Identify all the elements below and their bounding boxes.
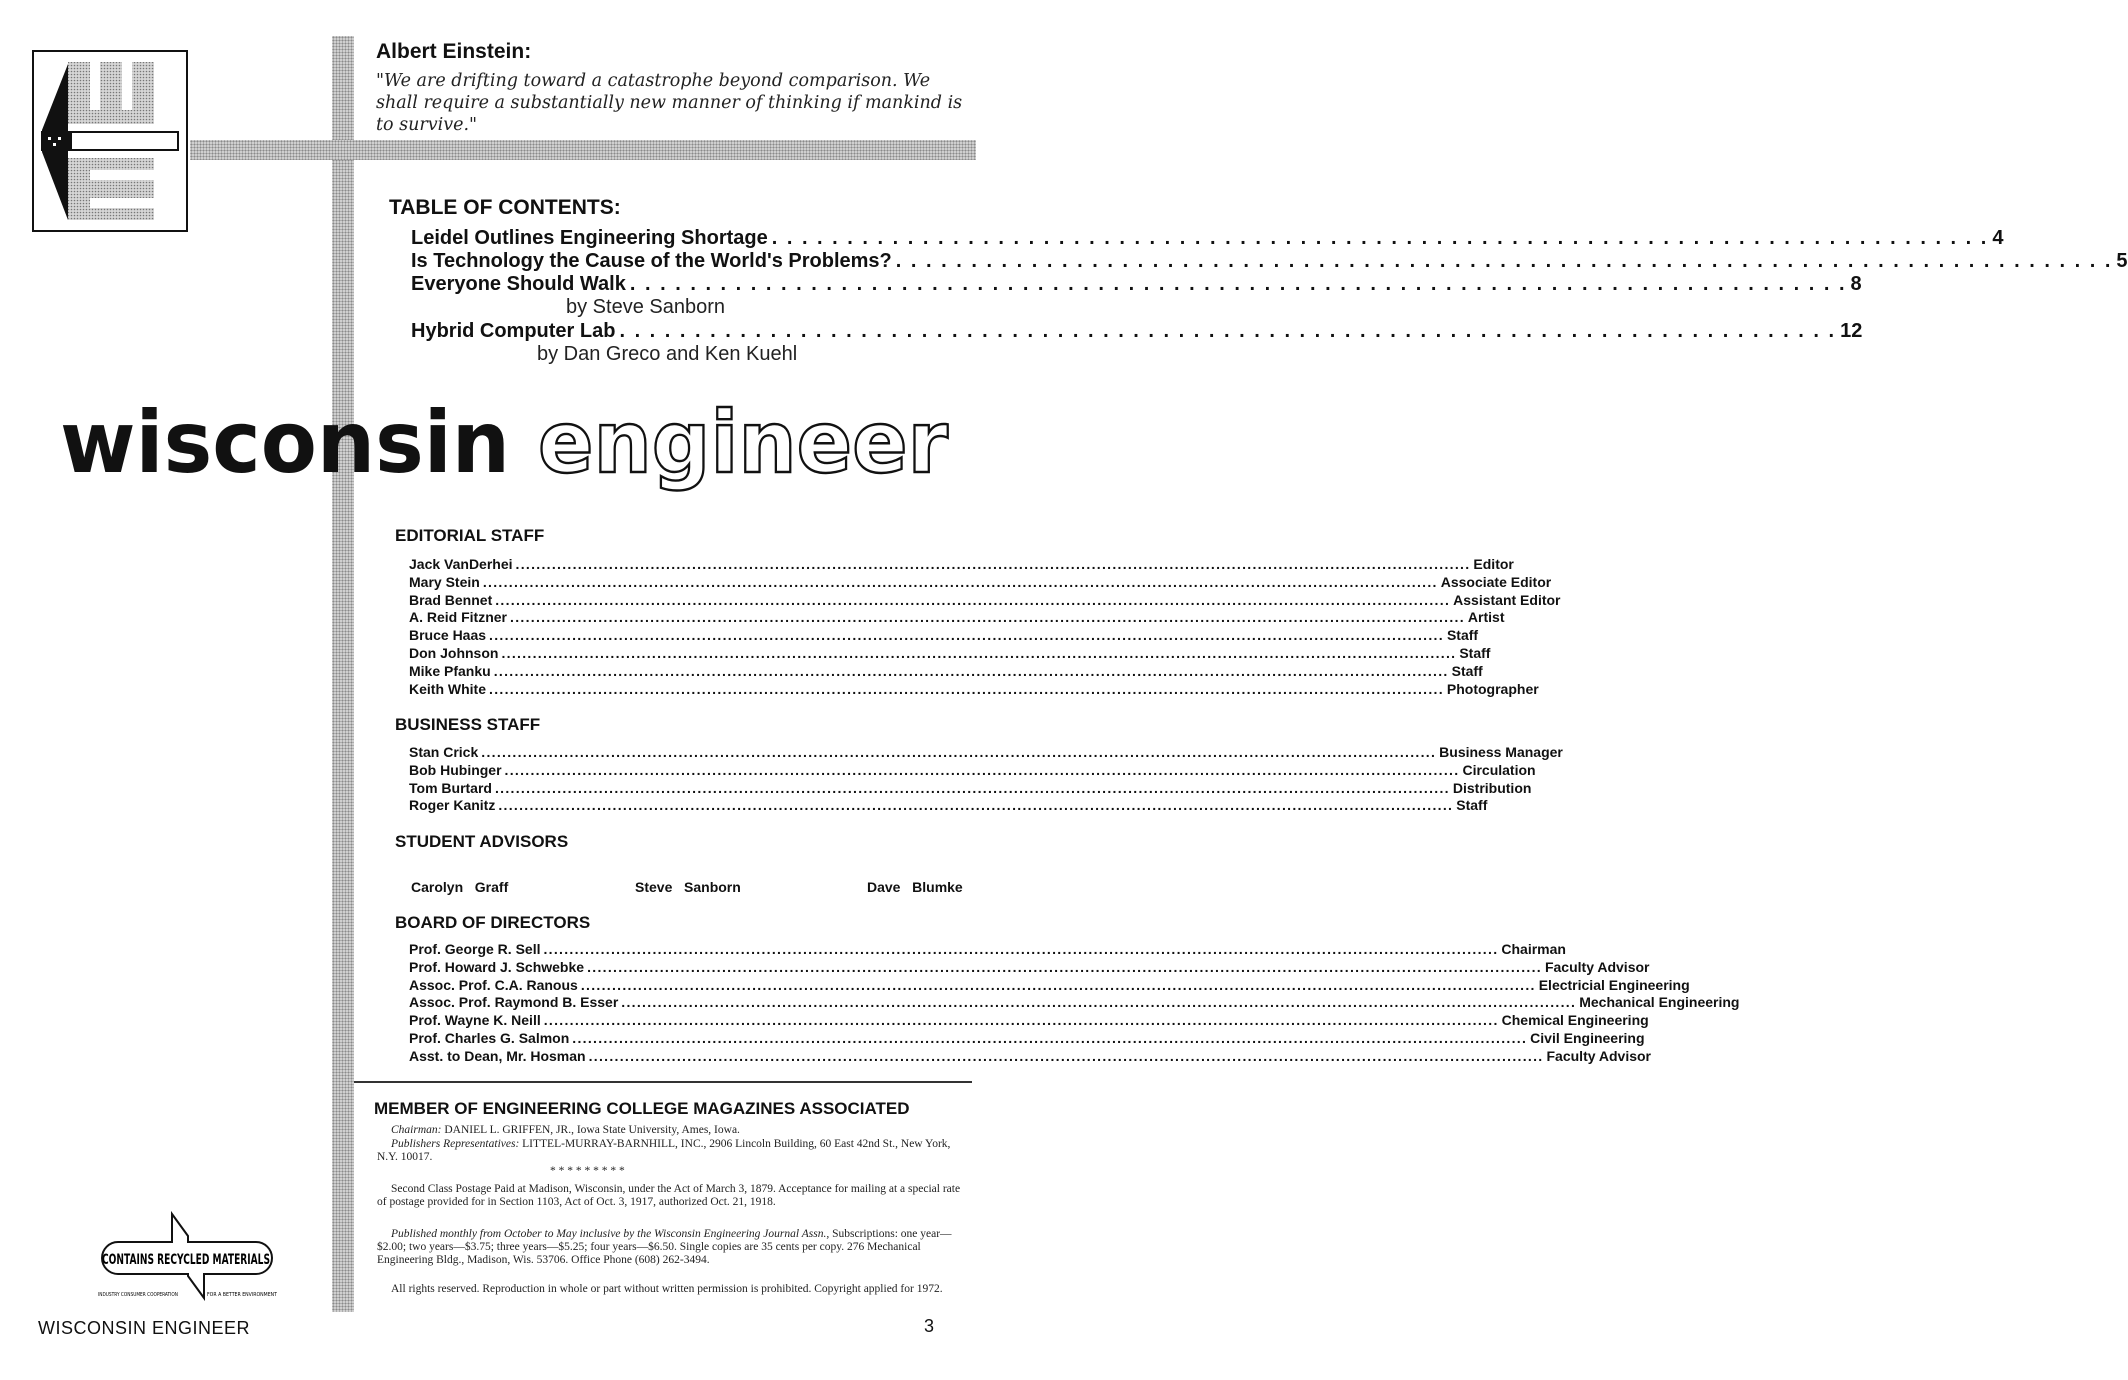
postage-text: Second Class Postage Paid at Madison, Wisconsin, under the Act of March 3, 1879. Acceptance for mailing at a special rate of postage provided for in Section 1103, Act of Oct. 3, 1917, authorized Oct. 21, 1918. [377, 1183, 961, 1208]
staff-role: Electricial Engineering [1538, 976, 1690, 993]
advisor-name: Steve Sanborn [635, 879, 741, 895]
published-italic: Published monthly from October to May inclusive by the Wisconsin Engineering Journal Assn., [391, 1228, 830, 1240]
staff-role: Associate Editor [1440, 573, 1552, 590]
board-row [409, 1030, 1645, 1048]
staff-role: Business Manager [1439, 744, 1563, 760]
staff-name: Tom Burtard [409, 779, 492, 796]
staff-name: Bruce Haas [409, 627, 487, 644]
editorial-staff-row [409, 591, 1561, 610]
staff-name: Bob Hubinger [409, 761, 502, 778]
business-heading: BUSINESS STAFF [395, 715, 541, 734]
dot-leader [516, 556, 1471, 572]
advisor-name: Carolyn Graff [411, 879, 509, 895]
vertical-screen-bar [332, 36, 354, 1312]
staff-name: Keith White [409, 680, 486, 697]
toc-item-title: Everyone Should Walk [411, 273, 626, 295]
staff-role: Civil Engineering [1530, 1030, 1645, 1046]
staff-role: Editor [1473, 556, 1514, 572]
page-number: 3 [924, 1316, 935, 1336]
editorial-staff-row [409, 556, 1514, 574]
dot-leader [494, 663, 1449, 679]
board-row [409, 1012, 1649, 1030]
staff-role: Artist [1467, 609, 1505, 626]
staff-role: Faculty Advisor [1546, 1047, 1652, 1064]
toc-item [411, 273, 1862, 296]
reps-line [377, 1138, 967, 1164]
toc-leader [630, 273, 1847, 296]
toc-item-page: 4 [1992, 227, 2004, 249]
rights-text: All rights reserved. Reproduction in whole or part without written permission is prohibited. Copyright applied for 1972. [391, 1283, 943, 1295]
staff-name: Prof. George R. Sell [409, 941, 541, 957]
editorial-staff-row [409, 573, 1552, 592]
staff-name: Mary Stein [409, 573, 480, 590]
staff-name: Mike Pfanku [409, 662, 491, 679]
published-text: Subscriptions: one year—$2.00; two years—$3.75; three years—$5.25; four years—$6.50. Single copies are 35 cents per copy. 276 Mechanical Engineering Bldg., Madison, Wis. 53706. Office Phone (608) 262-3494. [377, 1228, 952, 1266]
reps-text: LITTEL-MURRAY-BARNHILL, INC., 2906 Lincoln Building, 60 East 42nd St., New York, N.Y. 10017. [377, 1138, 951, 1163]
staff-role: Photographer [1446, 680, 1539, 697]
staff-name: Prof. Howard J. Schwebke [409, 958, 585, 975]
toc-item [411, 227, 2004, 250]
staff-role: Distribution [1452, 779, 1532, 796]
we-logo [32, 50, 188, 232]
dot-leader [505, 762, 1460, 778]
chairman-line [391, 1124, 981, 1137]
board-row [409, 941, 1566, 959]
reps-label: Publishers Representatives: [391, 1138, 520, 1150]
divider-rule [354, 1081, 972, 1083]
dot-leader [581, 977, 1536, 993]
staff-role: Chairman [1501, 941, 1566, 957]
toc-leader [619, 320, 1836, 343]
editorial-staff-row [409, 627, 1479, 645]
quote-text: "We are drifting toward a catastrophe beyond comparison. We shall require a substantially new manner of thinking if mankind is to survive." [376, 71, 963, 135]
staff-name: Asst. to Dean, Mr. Hosman [409, 1047, 586, 1064]
toc-byline: by Steve Sanborn [566, 296, 725, 318]
staff-role: Faculty Advisor [1544, 958, 1650, 975]
toc-byline: by Dan Greco and Ken Kuehl [537, 343, 798, 365]
member-heading: MEMBER OF ENGINEERING COLLEGE MAGAZINES ASSOCIATED [374, 1099, 910, 1118]
separator-stars: * * * * * * * * * [550, 1165, 625, 1177]
dot-leader [621, 994, 1576, 1010]
dot-leader [589, 1048, 1544, 1064]
staff-name: Brad Bennet [409, 591, 493, 608]
chairman-text: DANIEL L. GRIFFEN, JR., Iowa State University, Ames, Iowa. [444, 1124, 740, 1136]
staff-role: Staff [1451, 662, 1483, 679]
toc-item [411, 250, 2128, 273]
toc-leader [896, 250, 2113, 273]
advisors-heading: STUDENT ADVISORS [395, 832, 569, 851]
staff-name: Stan Crick [409, 744, 479, 760]
staff-role: Assistant Editor [1453, 591, 1561, 608]
staff-role: Circulation [1462, 761, 1536, 778]
staff-name: Assoc. Prof. Raymond B. Esser [409, 994, 619, 1011]
staff-name: A. Reid Fitzner [409, 609, 508, 626]
toc-item-title: Hybrid Computer Lab [411, 320, 616, 342]
editorial-staff-row [409, 662, 1483, 681]
staff-role: Chemical Engineering [1501, 1012, 1649, 1029]
dot-leader [543, 941, 1498, 957]
published-line [377, 1228, 967, 1267]
staff-role: Staff [1456, 797, 1488, 814]
business-staff-row [409, 779, 1532, 798]
business-staff-row [409, 797, 1488, 815]
masthead-wisconsin: wisconsin [60, 393, 510, 493]
board-row [409, 976, 1690, 995]
dot-leader [483, 574, 1438, 590]
toc-leader [772, 227, 1989, 250]
board-row [409, 958, 1650, 977]
toc-heading: TABLE OF CONTENTS: [389, 196, 621, 219]
board-row [409, 994, 1740, 1012]
staff-name: Prof. Charles G. Salmon [409, 1030, 570, 1046]
badge-main-text: CONTAINS RECYCLED MATERIALS [102, 1252, 270, 1268]
editorial-staff-row [409, 609, 1505, 627]
staff-name: Assoc. Prof. C.A. Ranous [409, 976, 578, 993]
toc-item-title: Is Technology the Cause of the World's Problems? [411, 250, 892, 272]
business-staff-row [409, 761, 1536, 780]
staff-role: Staff [1446, 627, 1479, 644]
business-staff-row [409, 744, 1563, 762]
staff-name: Jack VanDerhei [409, 556, 513, 572]
toc-item-page: 5 [2116, 250, 2128, 272]
editorial-staff-row [409, 645, 1491, 663]
dot-leader [489, 627, 1444, 643]
footer-publication: WISCONSIN ENGINEER [38, 1318, 251, 1338]
staff-role: Mechanical Engineering [1579, 994, 1740, 1011]
horizontal-screen-bar [190, 140, 976, 160]
quote-author: Albert Einstein: [376, 40, 532, 63]
staff-name: Prof. Wayne K. Neill [409, 1012, 541, 1029]
staff-name: Don Johnson [409, 645, 499, 661]
chairman-label: Chairman: [391, 1124, 442, 1136]
masthead-engineer: engineer [538, 393, 949, 493]
badge-left-text: INDUSTRY CONSUMER COOPERATION [98, 1292, 179, 1298]
badge-right-text: FOR A BETTER ENVIRONMENT [207, 1292, 278, 1298]
dot-leader [544, 1012, 1499, 1028]
board-heading: BOARD OF DIRECTORS [395, 913, 591, 932]
dot-leader [572, 1030, 1527, 1046]
advisor-name: Dave Blumke [867, 879, 963, 895]
toc-item-page: 8 [1850, 273, 1862, 295]
editorial-heading: EDITORIAL STAFF [395, 526, 545, 545]
masthead [60, 393, 960, 515]
toc-item-title: Leidel Outlines Engineering Shortage [411, 227, 768, 249]
dot-leader [587, 959, 1542, 975]
staff-role: Staff [1459, 645, 1491, 661]
dot-leader [498, 797, 1453, 813]
dot-leader [495, 780, 1450, 796]
dot-leader [481, 744, 1436, 760]
recycled-materials-badge [88, 1210, 284, 1302]
editorial-staff-row [409, 680, 1539, 699]
toc-item [411, 320, 1863, 343]
dot-leader [501, 645, 1456, 661]
toc-item-page: 12 [1840, 320, 1863, 342]
we-logo-graphic [34, 52, 186, 230]
board-row [409, 1047, 1652, 1066]
dot-leader [489, 681, 1444, 697]
staff-name: Roger Kanitz [409, 797, 496, 814]
dot-leader [495, 592, 1450, 608]
dot-leader [510, 609, 1465, 625]
